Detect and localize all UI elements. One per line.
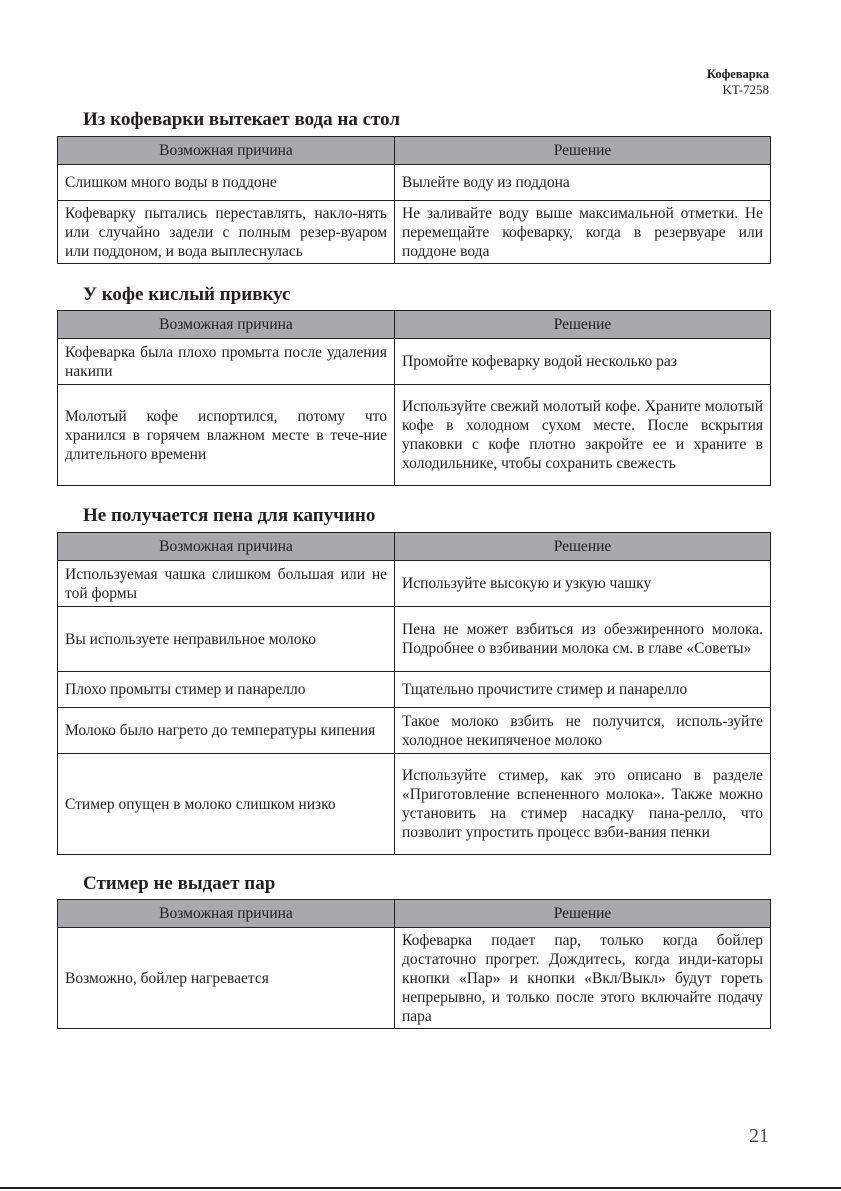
solution-cell: Используйте стимер, как это описано в разделе «Приготовление вспененного молока». Также можно установить на стимер насадку пана-релло, что позволит упростить процесс взби-вания пенки — [395, 754, 771, 855]
column-header-solution: Решение — [395, 533, 771, 561]
troubleshooting-table-water-leak — [57, 136, 771, 264]
table-row — [58, 708, 771, 754]
solution-cell: Вылейте воду из поддона — [395, 165, 771, 201]
troubleshooting-table-sour-taste — [57, 310, 771, 486]
cause-cell: Стимер опущен в молоко слишком низко — [58, 754, 395, 855]
table-header-row — [58, 533, 771, 561]
column-header-solution: Решение — [395, 137, 771, 165]
cause-cell: Плохо промыты стимер и панарелло — [58, 672, 395, 708]
table-row — [58, 201, 771, 264]
cause-cell: Молоко было нагрето до температуры кипения — [58, 708, 395, 754]
column-header-cause: Возможная причина — [58, 533, 395, 561]
bottom-divider — [0, 1187, 841, 1189]
solution-cell: Промойте кофеварку водой несколько раз — [395, 339, 771, 385]
cause-cell: Возможно, бойлер нагревается — [58, 928, 395, 1029]
cause-cell: Вы используете неправильное молоко — [58, 607, 395, 672]
section-title-sour-taste: У кофе кислый привкус — [83, 284, 291, 305]
column-header-cause: Возможная причина — [58, 311, 395, 339]
section-title-no-steam: Стимер не выдает пар — [83, 873, 276, 894]
table-row — [58, 561, 771, 607]
cause-cell: Кофеварку пытались переставлять, накло-нять или случайно задели с полным резер-вуаром или поддоном, и вода выплеснулась — [58, 201, 395, 264]
cause-cell: Используемая чашка слишком большая или не той формы — [58, 561, 395, 607]
page-number: 21 — [749, 1125, 769, 1147]
section-title-no-foam: Не получается пена для капучино — [83, 505, 376, 526]
table-row — [58, 754, 771, 855]
solution-cell: Используйте высокую и узкую чашку — [395, 561, 771, 607]
solution-cell: Не заливайте воду выше максимальной отметки. Не перемещайте кофеварку, когда в резервуаре или поддоне вода — [395, 201, 771, 264]
troubleshooting-table-no-foam — [57, 532, 771, 855]
table-header-row — [58, 311, 771, 339]
section-title-water-leak: Из кофеварки вытекает вода на стол — [83, 109, 401, 130]
column-header-cause: Возможная причина — [58, 900, 395, 928]
solution-cell: Кофеварка подает пар, только когда бойлер достаточно прогрет. Дождитесь, когда инди-каторы кнопки «Пар» и кнопки «Вкл/Выкл» будут гореть непрерывно, и только после этого включайте подачу пара — [395, 928, 771, 1029]
product-model: KT-7258 — [722, 82, 769, 97]
solution-cell: Такое молоко взбить не получится, исполь-зуйте холодное некипяченое молоко — [395, 708, 771, 754]
solution-cell: Пена не может взбиться из обезжиренного молока. Подробнее о взбивании молока см. в главе «Советы» — [395, 607, 771, 672]
table-row — [58, 607, 771, 672]
cause-cell: Молотый кофе испортился, потому что хранился в горячем влажном месте в тече-ние длительного времени — [58, 385, 395, 486]
column-header-cause: Возможная причина — [58, 137, 395, 165]
table-row — [58, 672, 771, 708]
product-name: Кофеварка — [706, 67, 769, 81]
cause-cell: Слишком много воды в поддоне — [58, 165, 395, 201]
table-row — [58, 385, 771, 486]
solution-cell: Используйте свежий молотый кофе. Храните молотый кофе в холодном сухом месте. После вскрытия упаковки с кофе плотно закройте ее и храните в холодильнике, чтобы сохранить свежесть — [395, 385, 771, 486]
cause-cell: Кофеварка была плохо промыта после удаления накипи — [58, 339, 395, 385]
troubleshooting-table-no-steam — [57, 899, 771, 1029]
column-header-solution: Решение — [395, 311, 771, 339]
table-row — [58, 165, 771, 201]
running-header — [707, 66, 769, 98]
table-row — [58, 928, 771, 1029]
table-header-row — [58, 137, 771, 165]
table-header-row — [58, 900, 771, 928]
table-row — [58, 339, 771, 385]
column-header-solution: Решение — [395, 900, 771, 928]
solution-cell: Тщательно прочистите стимер и панарелло — [395, 672, 771, 708]
